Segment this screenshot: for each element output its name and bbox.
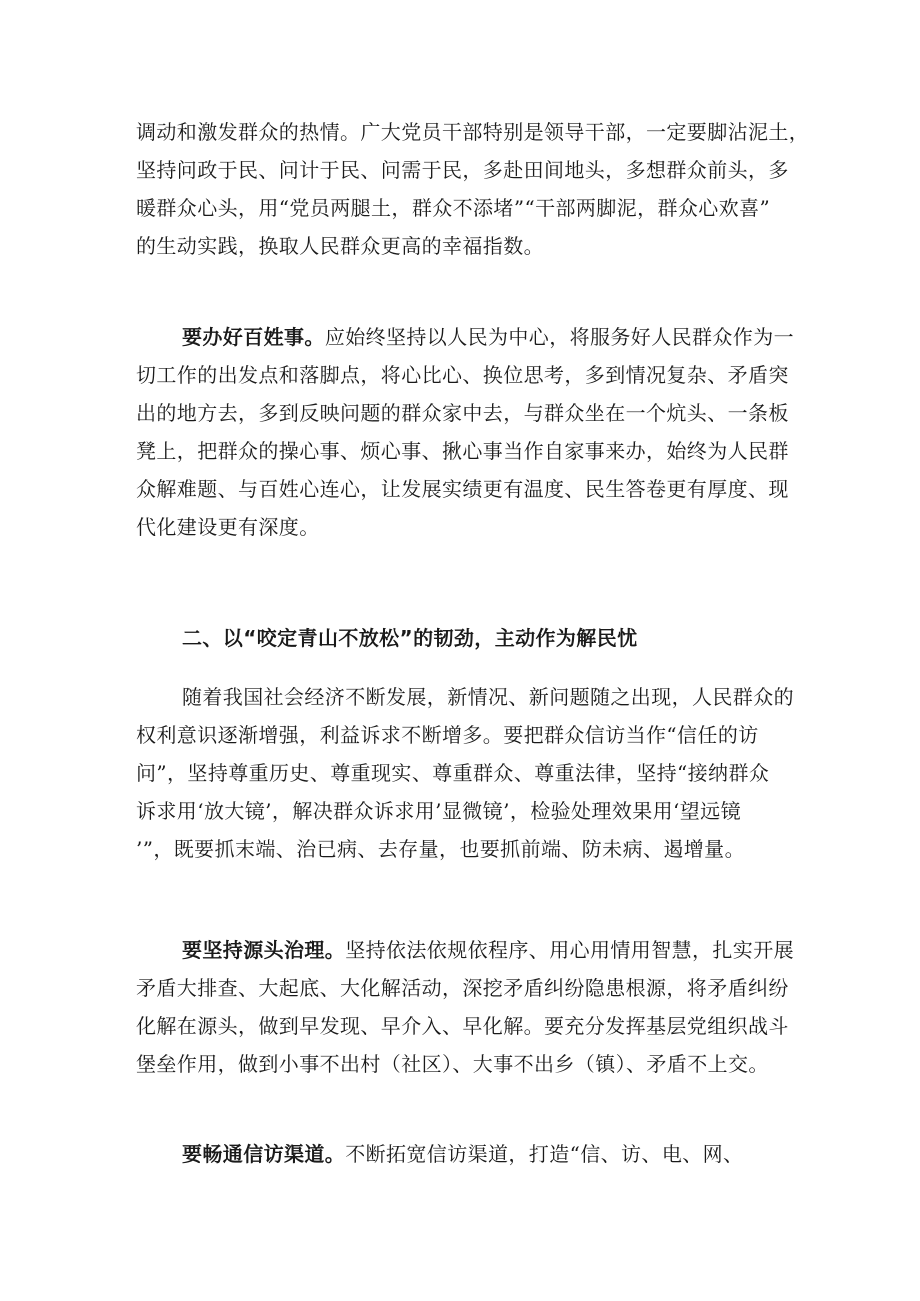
paragraph-line: 暖群众心头，用“党员两腿土，群众不添堵”“干部两脚泥，群众心欢喜”: [136, 196, 771, 220]
paragraph-line: 矛盾大排查、大起底、大化解活动，深挖矛盾纠纷隐患根源，将矛盾纠纷: [136, 976, 789, 1000]
paragraph-line: 凳上，把群众的操心事、烦心事、揪心事当作自家事来办，始终为人民群: [136, 439, 789, 463]
paragraph-line: 问”，坚持尊重历史、尊重现实、尊重群众、尊重法律，坚持“接纳群众: [136, 761, 770, 785]
paragraph-line: 代化建设更有深度。: [136, 515, 320, 539]
paragraph-text: 坚持依法依规依程序、用心用情用智慧，扎实开展: [345, 938, 795, 962]
paragraph-2: [136, 318, 795, 546]
paragraph-text: 不断拓宽信访渠道，打造“信、访、电、网、: [345, 1142, 744, 1166]
paragraph-line: 随着我国社会经济不断发展，新情况、新问题随之出现，人民群众的: [182, 685, 794, 709]
paragraph-line: 出的地方去，多到反映问题的群众家中去，与群众坐在一个炕头、一条板: [136, 401, 789, 425]
paragraph-line: 众解难题、与百姓心连心，让发展实绩更有温度、民生答卷更有厚度、现: [136, 477, 789, 501]
paragraph-line: [136, 931, 795, 969]
paragraph-3: [136, 678, 794, 868]
heading-text: 二、以“咬定青山不放松”的韧劲，主动作为解民忧: [182, 626, 638, 650]
paragraph-line: 切工作的出发点和落脚点，将心比心、换位思考，多到情况复杂、矛盾突: [136, 363, 789, 387]
paragraph-line: [136, 1135, 786, 1173]
section-heading: [136, 619, 786, 657]
paragraph-line: 化解在源头，做到早发现、早介入、早化解。要充分发挥基层党组织战斗: [136, 1014, 789, 1038]
paragraph-line: 权利意识逐渐增强，利益诉求不断增多。要把群众信访当作“信任的访: [136, 723, 759, 747]
paragraph-1: [136, 113, 810, 265]
paragraph-4: [136, 931, 795, 1083]
paragraph-line: 堡垒作用，做到小事不出村（社区）、大事不出乡（镇）、矛盾不上交。: [136, 1052, 769, 1076]
paragraph-line: 坚持问政于民、问计于民、问需于民，多赴田间地头，多想群众前头，多: [136, 158, 789, 182]
paragraph-lead: 要办好百姓事。: [182, 325, 325, 349]
paragraph-line: ’”，既要抓末端、治已病、去存量，也要抓前端、防未病、遏增量。: [136, 837, 745, 861]
paragraph-5: [136, 1135, 786, 1173]
paragraph-line: [136, 318, 795, 356]
paragraph-line: 的生动实践，换取人民群众更高的幸福指数。: [136, 234, 544, 258]
paragraph-line: 诉求用‘放大镜’，解决群众诉求用’显微镜’，检验处理效果用‘望远镜: [136, 799, 741, 823]
paragraph-line: 调动和激发群众的热情。广大党员干部特别是领导干部，一定要脚沾泥土，: [136, 120, 810, 144]
paragraph-lead: 要坚持源头治理。: [182, 938, 346, 962]
paragraph-lead: 要畅通信访渠道。: [182, 1142, 346, 1166]
paragraph-text: 应始终坚持以人民为中心，将服务好人民群众作为一: [324, 325, 795, 349]
